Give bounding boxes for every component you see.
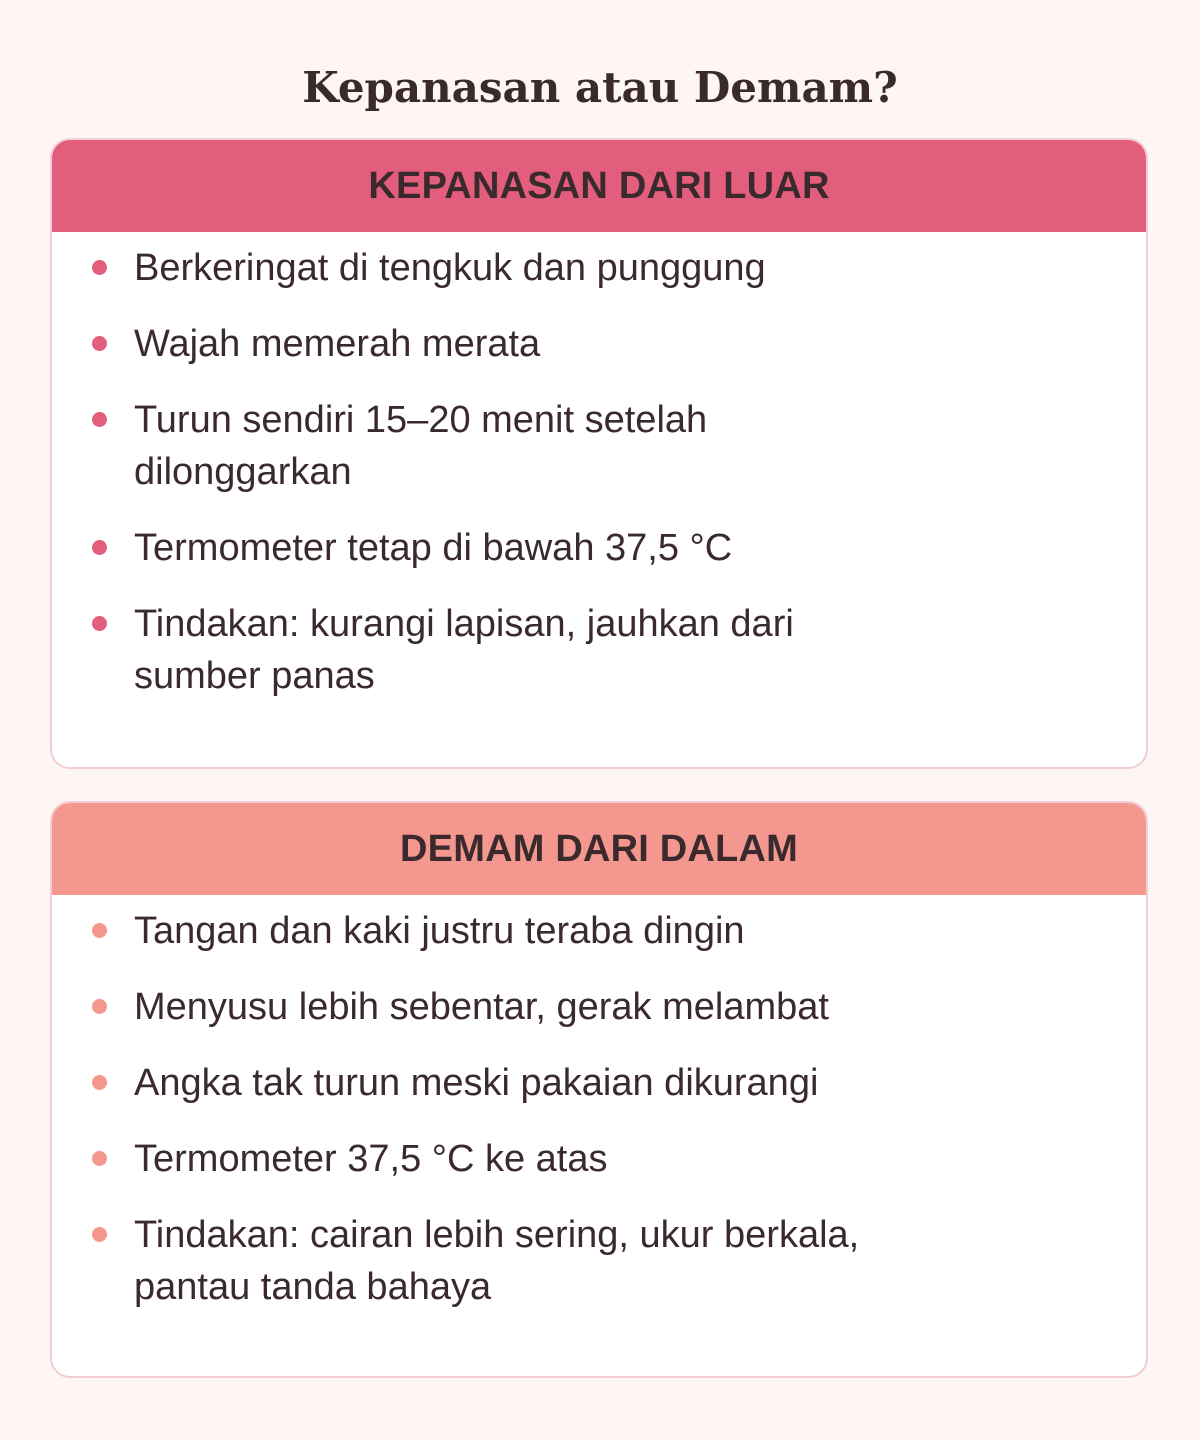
bullet-dot-icon	[92, 540, 107, 555]
bullet-dot-icon	[92, 336, 107, 351]
list-item	[90, 522, 894, 574]
list-item	[90, 905, 974, 957]
card-header: KEPANASAN DARI LUAR	[52, 140, 1146, 232]
symptom-list	[52, 232, 1146, 702]
list-item	[90, 981, 974, 1033]
list-item	[90, 394, 894, 498]
list-item	[90, 318, 894, 370]
list-item	[90, 1209, 974, 1313]
list-item	[90, 242, 894, 294]
list-item	[90, 1057, 974, 1109]
card-demam-dari-dalam	[50, 801, 1148, 1378]
bullet-dot-icon	[92, 1075, 107, 1090]
bullet-dot-icon	[92, 260, 107, 275]
symptom-list	[52, 895, 1146, 1313]
list-item-text: Menyusu lebih sebentar, gerak melambat	[134, 986, 829, 1028]
list-item-text: Tindakan: cairan lebih sering, ukur berkala, pantau tanda bahaya	[134, 1214, 860, 1308]
bullet-dot-icon	[92, 616, 107, 631]
list-item-text: Turun sendiri 15–20 menit setelah dilonggarkan	[134, 399, 708, 493]
bullet-dot-icon	[92, 923, 107, 938]
bullet-dot-icon	[92, 999, 107, 1014]
list-item	[90, 1133, 974, 1185]
list-item-text: Tangan dan kaki justru teraba dingin	[134, 910, 745, 952]
bullet-dot-icon	[92, 412, 107, 427]
list-item	[90, 598, 894, 702]
card-kepanasan-dari-luar	[50, 138, 1148, 769]
list-item-text: Berkeringat di tengkuk dan punggung	[134, 247, 766, 289]
list-item-text: Tindakan: kurangi lapisan, jauhkan dari sumber panas	[134, 603, 794, 697]
list-item-text: Termometer tetap di bawah 37,5 °C	[134, 527, 733, 569]
bullet-dot-icon	[92, 1227, 107, 1242]
bullet-dot-icon	[92, 1151, 107, 1166]
list-item-text: Termometer 37,5 °C ke atas	[134, 1138, 608, 1180]
page-title: Kepanasan atau Demam?	[302, 63, 898, 113]
list-item-text: Angka tak turun meski pakaian dikurangi	[134, 1062, 819, 1104]
list-item-text: Wajah memerah merata	[134, 323, 541, 365]
card-header: DEMAM DARI DALAM	[52, 803, 1146, 895]
